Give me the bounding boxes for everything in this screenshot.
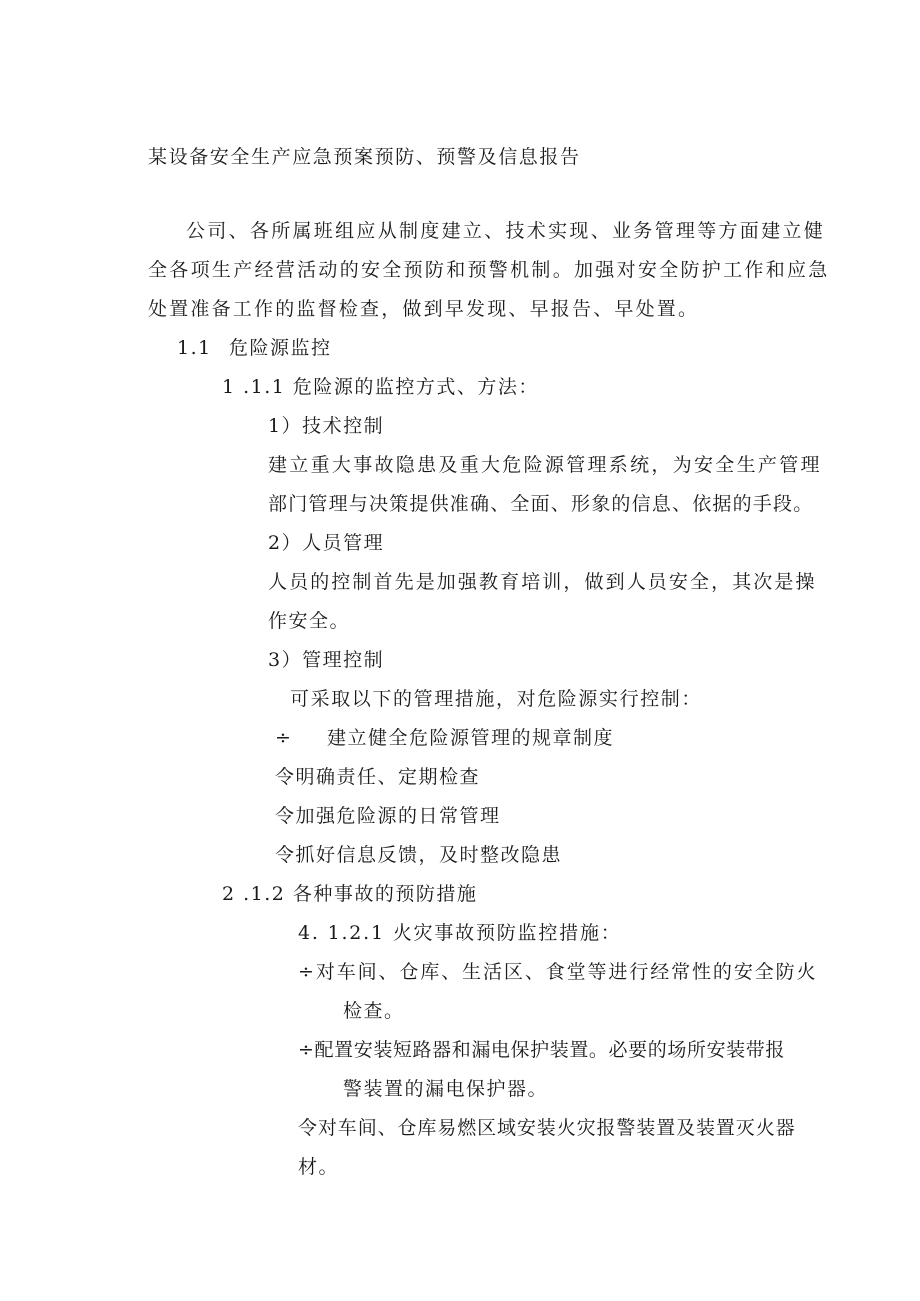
fire-item-1-line-1: ÷对车间、仓库、生活区、食堂等进行经常性的安全防火 bbox=[298, 961, 818, 983]
list-item: 令明确责任、定期检查 bbox=[275, 766, 481, 788]
document-title: 某设备安全生产应急预案预防、预警及信息报告 bbox=[148, 146, 581, 168]
bullet-marker: ÷ bbox=[275, 727, 293, 749]
section-1-1-title: 危险源监控 bbox=[229, 337, 332, 359]
section-1-1-2-heading: 2 .1.2 各种事故的预防措施 bbox=[222, 883, 478, 905]
tech-control-line-2: 部门管理与决策提供准确、全面、形象的信息、依据的手段。 bbox=[268, 493, 814, 515]
management-heading: 3）管理控制 bbox=[268, 649, 385, 671]
fire-item-1-line-2: 检查。 bbox=[343, 1000, 405, 1022]
intro-paragraph-line-3: 处置准备工作的监督检查，做到早发现、早报告、早处置。 bbox=[148, 298, 700, 320]
bullet-text: 建立健全危险源管理的规章制度 bbox=[327, 727, 615, 749]
intro-paragraph-line-2: 全各项生产经营活动的安全预防和预警机制。加强对安全防护工作和应急 bbox=[148, 259, 830, 281]
section-1-1-1-heading: 1 .1.1 危险源的监控方式、方法： bbox=[222, 376, 539, 398]
fire-prevention-heading: 4. 1.2.1 火灾事故预防监控措施： bbox=[298, 922, 622, 944]
fire-item-3-line-2: 材。 bbox=[298, 1156, 340, 1178]
tech-control-line-1: 建立重大事故隐患及重大危险源管理系统，为安全生产管理 bbox=[268, 454, 822, 476]
list-item bbox=[275, 726, 614, 750]
personnel-line-2: 作安全。 bbox=[268, 610, 351, 632]
personnel-line-1: 人员的控制首先是加强教育培训，做到人员安全，其次是操 bbox=[268, 571, 817, 593]
section-1-1-number: 1.1 bbox=[177, 337, 212, 359]
list-item: 令抓好信息反馈，及时整改隐患 bbox=[275, 844, 563, 866]
list-item: 令加强危险源的日常管理 bbox=[275, 805, 501, 827]
section-1-1-heading bbox=[177, 336, 332, 360]
tech-control-heading: 1）技术控制 bbox=[268, 415, 385, 437]
fire-item-2-line-2: 警装置的漏电保护器。 bbox=[343, 1078, 549, 1100]
fire-item-2-line-1: ÷配置安装短路器和漏电保护装置。必要的场所安装带报 bbox=[298, 1039, 785, 1061]
management-intro: 可采取以下的管理措施，对危险源实行控制： bbox=[290, 688, 703, 710]
personnel-heading: 2）人员管理 bbox=[268, 532, 385, 554]
intro-paragraph-line-1: 公司、各所属班组应从制度建立、技术实现、业务管理等方面建立健 bbox=[186, 220, 826, 242]
fire-item-3-line-1: 令对车间、仓库易燃区域安装火灾报警装置及装置灭火器 bbox=[298, 1117, 796, 1139]
